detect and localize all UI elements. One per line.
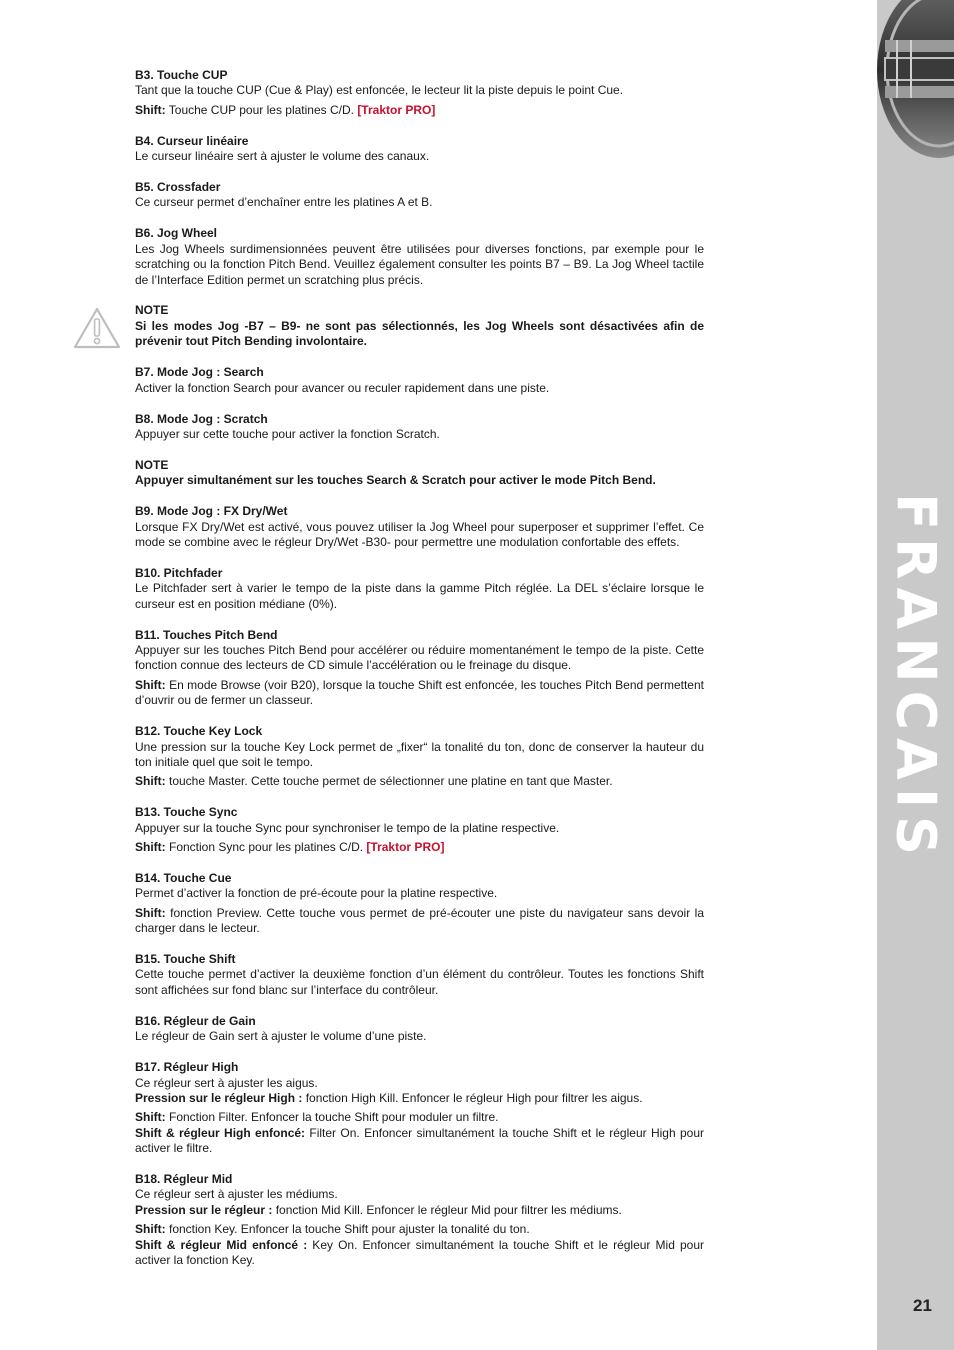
section-heading: B3. Touche CUP [135,68,228,82]
section-text: Le Pitchfader sert à varier le tempo de la piste dans la gamme Pitch réglée. La DEL s’éclaire lorsque le curseur est en position médiane (0%). [135,581,704,611]
press-label: Pression sur le régleur High : [135,1090,303,1105]
shift-line [135,1222,704,1237]
shift-line [135,840,704,855]
shift-label: Shift: [135,102,166,117]
press-line [135,1203,704,1218]
combo-text: Key On. Enfoncer simultanément la touche Shift et le régleur Mid pour activer la fonction Key. [135,1237,704,1268]
section-text: Lorsque FX Dry/Wet est activé, vous pouvez utiliser la Jog Wheel pour superposer et supprimer l’effet. Ce mode se combine avec le régleur Dry/Wet -B30- pour permettre une modulation confortable des effets. [135,519,704,549]
shift-line [135,103,704,118]
section-heading: B14. Touche Cue [135,870,232,885]
section-heading: B10. Pitchfader [135,565,223,580]
shift-text: En mode Browse (voir B20), lorsque la touche Shift est enfoncée, les touches Pitch Bend permettent d’ouvrir ou de fermer un classeur. [135,677,704,708]
section-b12 [135,724,704,790]
section-text: Le curseur linéaire sert à ajuster le volume des canaux. [135,149,430,164]
section-heading: B7. Mode Jog : Search [135,365,264,380]
section-b7 [135,365,704,396]
section-b6 [135,226,704,288]
section-heading: B17. Régleur High [135,1060,239,1075]
section-heading: B18. Régleur Mid [135,1172,233,1187]
note-text: Appuyer simultanément sur les touches Search & Scratch pour activer le mode Pitch Bend. [135,473,656,488]
section-heading: B9. Mode Jog : FX Dry/Wet [135,504,288,519]
shift-label: Shift: [135,1110,166,1125]
press-text: fonction Mid Kill. Enfoncer le régleur Mid pour filtrer les médiums. [272,1202,622,1217]
section-b5 [135,180,704,211]
section-heading: B5. Crossfader [135,180,221,195]
manual-content [135,68,704,1284]
combo-text: Filter On. Enfoncer simultanément la touche Shift et le régleur High pour activer le filtre. [135,1125,704,1156]
shift-label: Shift: [135,905,166,920]
press-label: Pression sur le régleur : [135,1202,273,1217]
shift-label: Shift: [135,677,166,692]
section-text: Appuyer sur les touches Pitch Bend pour accélérer ou réduire momentanément le tempo de la piste. Cette fonction connue des lecteurs de CD simule l’accélération ou le freinage du disque. [135,642,704,673]
section-text: Appuyer sur la touche Sync pour synchroniser le tempo de la platine respective. [135,820,560,835]
combo-label: Shift & régleur High enfoncé: [135,1125,306,1140]
section-b9 [135,504,704,550]
traktor-pro-tag: [Traktor PRO] [366,840,445,855]
section-text: Le régleur de Gain sert à ajuster le volume d’une piste. [135,1029,427,1044]
combo-label: Shift & régleur Mid enfoncé : [135,1237,308,1252]
shift-line [135,678,704,709]
shift-text: Touche CUP pour les platines C/D. [165,102,358,117]
note-text: Si les modes Jog -B7 – B9- ne sont pas sélectionnés, les Jog Wheels sont désactivées afin de prévenir tout Pitch Bending involontaire. [135,318,704,349]
section-text: Cette touche permet d’activer la deuxième fonction d’un élément du contrôleur. Toutes les fonctions Shift sont affichées sur fond blanc sur l’interface du contrôleur. [135,967,704,997]
shift-label: Shift: [135,774,166,789]
brand-logo-icon [877,0,954,160]
shift-line [135,774,704,789]
section-b16 [135,1014,704,1045]
section-b15 [135,952,704,998]
section-heading: B12. Touche Key Lock [135,724,263,739]
section-text: Les Jog Wheels surdimensionnées peuvent être utilisées pour diverses fonctions, par exemple pour le scratching ou la fonction Pitch Bend. Veuillez également consulter les points B7 – B9. La Jog Wheel tactile de l’Interface Edition permet un scratching plus précis. [135,241,704,287]
section-b18 [135,1172,704,1268]
section-heading: B8. Mode Jog : Scratch [135,411,268,426]
section-heading: B4. Curseur linéaire [135,133,249,148]
language-side-title: FRANCAIS [884,493,948,863]
shift-text: Fonction Sync pour les platines C/D. [165,840,367,855]
shift-text: fonction Preview. Cette touche vous permet de pré-écouter une piste du navigateur sans devoir la charger dans le lecteur. [135,905,704,936]
section-text: Ce curseur permet d’enchaîner entre les platines A et B. [135,195,433,210]
section-b14 [135,871,704,937]
note-heading: NOTE [135,303,169,318]
shift-label: Shift: [135,840,166,855]
section-text: Une pression sur la touche Key Lock permet de „fixer“ la tonalité du ton, donc de conserver la hauteur du ton initiale quel que soit le tempo. [135,739,704,769]
traktor-pro-tag: [Traktor PRO] [357,102,436,117]
section-b11 [135,628,704,709]
section-text: Activer la fonction Search pour avancer ou reculer rapidement dans une piste. [135,380,550,395]
note-jog-modes [135,303,704,349]
section-b8 [135,412,704,443]
press-line [135,1091,704,1106]
section-text: Tant que la touche CUP (Cue & Play) est enfoncée, le lecteur lit la piste depuis le point Cue. [135,83,624,98]
press-text: fonction High Kill. Enfoncer le régleur High pour filtrer les aigus. [302,1090,643,1105]
section-heading: B6. Jog Wheel [135,226,218,241]
section-b3 [135,68,704,118]
shift-line [135,906,704,937]
section-heading: B15. Touche Shift [135,952,236,967]
section-heading: B11. Touches Pitch Bend [135,627,278,642]
section-text: Ce régleur sert à ajuster les médiums. [135,1187,338,1202]
page-number: 21 [913,1296,932,1315]
note-heading: NOTE [135,457,169,472]
shift-text: fonction Key. Enfoncer la touche Shift pour ajuster la tonalité du ton. [165,1222,530,1237]
section-heading: B13. Touche Sync [135,805,238,820]
section-b17 [135,1060,704,1156]
shift-text: touche Master. Cette touche permet de sélectionner une platine en tant que Master. [165,774,613,789]
shift-text: Fonction Filter. Enfoncer la touche Shift pour moduler un filtre. [165,1110,499,1125]
shift-line [135,1110,704,1125]
section-text: Ce régleur sert à ajuster les aigus. [135,1075,318,1090]
section-b10 [135,566,704,612]
shift-label: Shift: [135,1222,166,1237]
section-b13 [135,805,704,855]
section-b4 [135,134,704,165]
combo-line [135,1238,704,1269]
combo-line [135,1126,704,1157]
note-pitch-bend [135,458,704,489]
warning-icon [72,306,122,350]
section-heading: B16. Régleur de Gain [135,1013,256,1028]
section-text: Permet d’activer la fonction de pré-écoute pour la platine respective. [135,886,498,901]
section-text: Appuyer sur cette touche pour activer la fonction Scratch. [135,426,440,441]
